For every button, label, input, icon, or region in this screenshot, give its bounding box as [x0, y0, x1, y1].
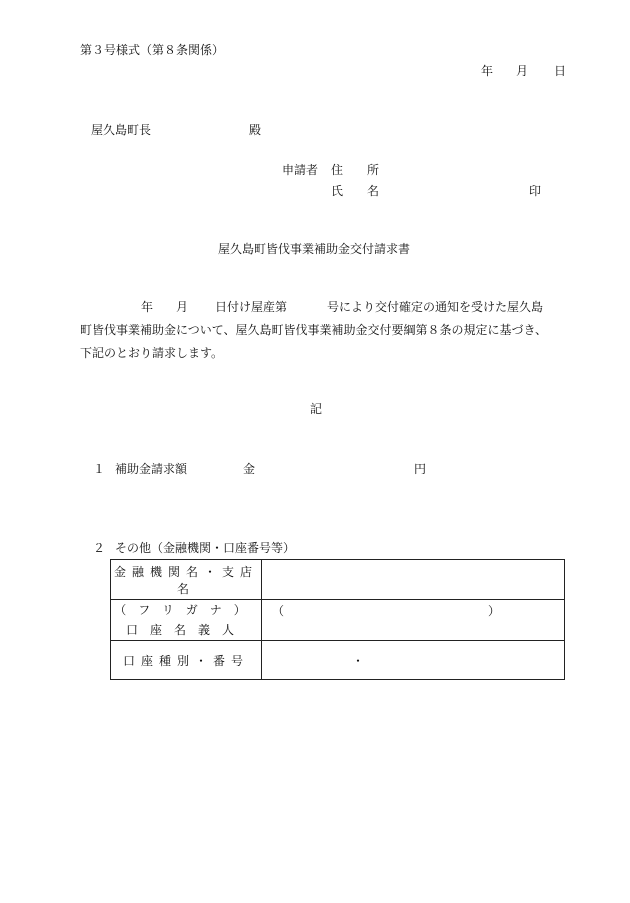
item2-number: ２ — [93, 541, 106, 555]
account-holder-value[interactable] — [262, 600, 565, 641]
body-line-3: 下記のとおり請求します。 — [80, 346, 224, 360]
table-row — [111, 641, 565, 680]
table-row — [111, 600, 565, 641]
ki-heading: 記 — [310, 402, 323, 416]
body-date-ref: 日付け屋産第 — [215, 300, 288, 314]
addressee-name: 屋久島町長 — [91, 123, 152, 137]
body-line1-tail: 号により交付確定の通知を受けた屋久島 — [327, 300, 544, 314]
date-month-label: 月 — [516, 64, 529, 78]
account-holder-label — [111, 600, 262, 641]
item1-number: １ — [93, 462, 106, 476]
date-day-label: 日 — [554, 64, 567, 78]
applicant-label: 申請者 — [282, 163, 319, 177]
document-title: 屋久島町皆伐事業補助金交付請求書 — [218, 242, 411, 256]
table-row — [111, 560, 565, 600]
address-label: 住 所 — [331, 163, 380, 177]
name-label: 氏 名 — [331, 184, 380, 198]
addressee-honorific: 殿 — [249, 123, 262, 137]
body-line-1 — [80, 296, 555, 319]
item1-kin: 金 — [243, 462, 256, 476]
item2-label: その他（金融機関・口座番号等） — [115, 541, 296, 555]
body-line-2: 町皆伐事業補助金について、屋久島町皆伐事業補助金交付要綱第８条の規定に基づき、 — [80, 323, 548, 337]
body-paragraph — [80, 296, 555, 365]
account-holder-name-label: 口座名義人 — [125, 623, 246, 637]
seal-label: 印 — [529, 184, 542, 198]
bank-info-table — [110, 559, 565, 680]
body-year: 年 — [141, 300, 154, 314]
account-type-label: 口座種別・番号 — [111, 641, 262, 680]
bank-branch-label: 金融機関名・支店名 — [111, 560, 262, 600]
form-number: 第３号様式（第８条関係） — [80, 43, 225, 57]
furigana-open-paren: （ — [272, 604, 285, 618]
account-separator-dot: ・ — [352, 654, 365, 668]
item1-yen: 円 — [414, 462, 427, 476]
item1-label: 補助金請求額 — [115, 462, 188, 476]
furigana-close-paren: ） — [488, 604, 501, 618]
account-type-value[interactable] — [262, 641, 565, 680]
furigana-label: （フリガナ） — [114, 603, 258, 617]
body-month: 月 — [176, 300, 189, 314]
date-year-label: 年 — [481, 64, 494, 78]
bank-branch-value[interactable] — [262, 560, 565, 600]
